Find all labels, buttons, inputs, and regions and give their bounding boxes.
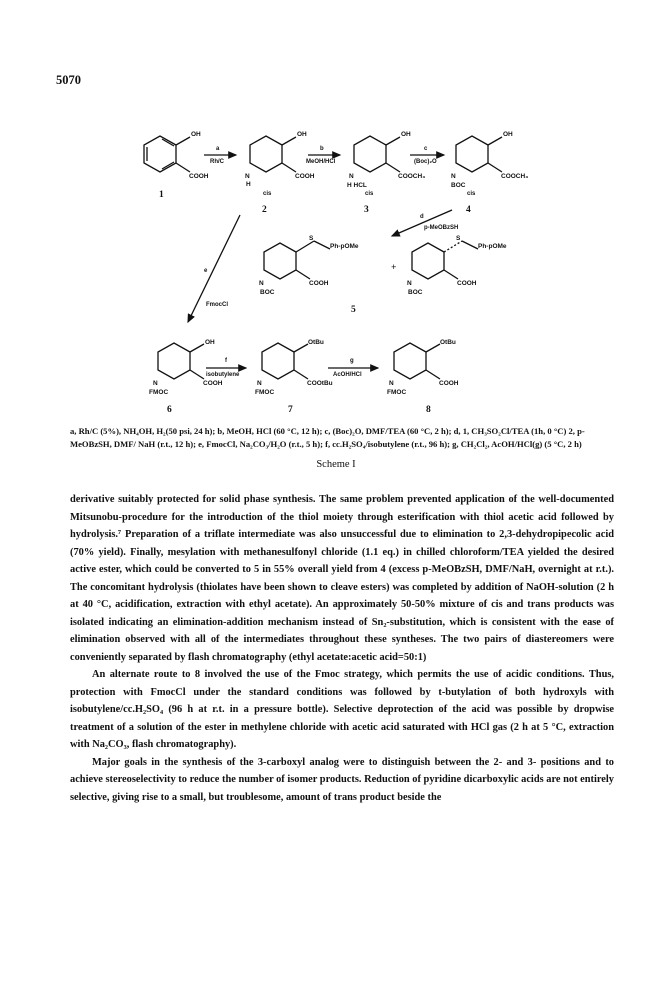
reagent-g-text: AcOH/HCl [333,372,362,378]
reagent-f-letter: f [225,358,227,364]
n-label: N [153,380,158,387]
reagent-b-text: MeOH/HCl [306,159,336,165]
h-hcl-label: H HCL [347,182,367,189]
fmoc-label: FMOC [387,389,407,396]
compound-1-number: 1 [159,190,164,200]
paragraph: Major goals in the synthesis of the 3-carboxyl analog were to distinguish between the 2- and 3- positions and to achieve stereoselectivity to reduce the number of isomer products. Reduction of pyridine dicarboxylic acids are not entirely selective, giving rise to a small, but troublesome, amount of trans product beside the [70,756,614,803]
cis-label: cis [365,191,374,197]
compound-3-number: 3 [364,205,369,215]
compound-5-cis-structure [264,241,330,279]
boc-label: BOC [260,289,275,296]
n-label: N [451,173,456,180]
reagent-f-text: isobutylene [206,372,240,378]
cooh-label: COOH [457,280,477,287]
boc-label: BOC [408,289,423,296]
compound-1-structure [144,136,190,172]
reaction-scheme [0,0,672,470]
cooh-label: COOH [295,173,315,180]
compound-4-structure [456,136,502,172]
fmoc-label: FMOC [149,389,169,396]
plus-sign: + [391,263,397,273]
n-label: N [389,380,394,387]
s-label: S [309,235,314,242]
reagent-g-letter: g [350,358,354,364]
ph-pome-label: Ph-pOMe [478,243,507,250]
n-label: N [245,173,250,180]
cis-label: cis [263,191,272,197]
paragraph: An alternate route to 8 involved the use of the Fmoc strategy, which permits the use of acidic conditions. Thus, protection with FmocCl under the standard conditions was followed by t-butylation of both hydroxyls with isobutylene/cc.H₂SO₄ (96 h at r.t. in a pressure bottle). Selective deprotection of the acid was possible by dropwise treatment of a solution of the ester in methylene chloride with acetic acid saturated with HCl gas (2 h at 5 °C, extraction with Na₂CO₃, flash chromatography). [70,669,614,750]
cooh-label: COOH [309,280,329,287]
oh-label: OH [503,131,513,138]
oh-label: OH [297,131,307,138]
oh-label: OH [401,131,411,138]
cooh-label: COOH [439,380,459,387]
compound-7-structure [262,343,308,379]
compound-2-structure [250,136,296,172]
compound-6-number: 6 [167,405,172,415]
n-label: N [257,380,262,387]
n-label: N [349,173,354,180]
body-text [70,491,614,806]
compound-7-number: 7 [288,405,293,415]
reagent-b-letter: b [320,146,324,152]
cooh-label: COOH [189,173,209,180]
reagent-a-text: Rh/C [210,159,224,165]
reagent-c-text: (Boc)₂O [414,159,437,165]
cooch3-label: COOCH₃ [501,173,529,180]
compound-5-trans-structure [412,241,478,279]
reagent-c-letter: c [424,146,428,152]
reagent-a-letter: a [216,146,220,152]
cooch3-label: COOCH₃ [398,173,426,180]
compound-6-structure [158,343,204,379]
compound-8-structure [394,343,440,379]
otbu-label: OtBu [308,339,324,346]
cis-label: cis [467,191,476,197]
oh-label: OH [205,339,215,346]
compound-4-number: 4 [466,205,471,215]
cooh-label: COOH [203,380,223,387]
boc-label: BOC [451,182,466,189]
reagent-d-text: p-MeOBzSH [424,225,459,231]
page-number: 5070 [56,73,81,87]
n-label: N [259,280,264,287]
compound-2-number: 2 [262,205,267,215]
h-label: H [246,181,251,188]
fmoc-label: FMOC [255,389,275,396]
reagent-d-letter: d [420,214,424,220]
scheme-footnote: a, Rh/C (5%), NH₄OH, H₂(50 psi, 24 h); b, MeOH, HCl (60 °C, 12 h); c, (Boc)₂O, DMF/TEA (60 °C, 2 h); d, 1, CH₃SO₂Cl/TEA (1h, 0 °C) 2, p-MeOBzSH, DMF/ NaH (r.t., 12 h); e, FmocCl, Na₂CO₃/H₂O (r.t., 5 h); f, cc.H₂SO₄/isobutylene (r.t., 96 h); g, CH₂Cl₂, AcOH/HCl(g) (5 °C, 2 h) [70,426,585,449]
scheme-caption: Scheme I [316,459,356,470]
otbu-label: OtBu [440,339,456,346]
n-label: N [407,280,412,287]
compound-5-number: 5 [351,305,356,315]
compound-8-number: 8 [426,405,431,415]
paragraph: derivative suitably protected for solid phase synthesis. The same problem prevented application of the well-documented Mitsunobu-procedure for the introduction of the thiol moiety through esterification with thiol acetic acid followed by hydrolysis.⁷ Preparation of a triflate intermediate was also unsuccessful due to elimination to 2,3-dehydropipecolic acid (70% yield). Finally, mesylation with methanesulfonyl chloride (1.1 eq.) in chilled chloroform/TEA yielded the desired active ester, which could be converted to 5 in 55% overall yield from 4 (excess p-MeOBzSH, DMF/NaH, overnight at r.t.). The concomitant hydrolysis (thiolates have been shown to cleave esters) was completed by addition of NaOH-solution (2 h at 40 °C, acidification, extraction with ethyl acetate). An approximately 50-50% mixture of cis and trans products was isolated indicating an elimination-addition mechanism instead of Sn₂-substitution, which is consistent with the ease of elimination observed with all of the intermediates throughout these syntheses. The two pairs of diastereomers were conveniently separated by flash chromatography (ethyl acetate:acetic acid=50:1) [70,494,614,663]
compound-3-structure [354,136,400,172]
reagent-e-letter: e [204,268,208,274]
s-label: S [456,235,461,242]
cootbu-label: COOtBu [307,380,333,387]
reagent-e-text: FmocCl [206,302,229,308]
ph-pome-label: Ph-pOMe [330,243,359,250]
oh-label: OH [191,131,201,138]
